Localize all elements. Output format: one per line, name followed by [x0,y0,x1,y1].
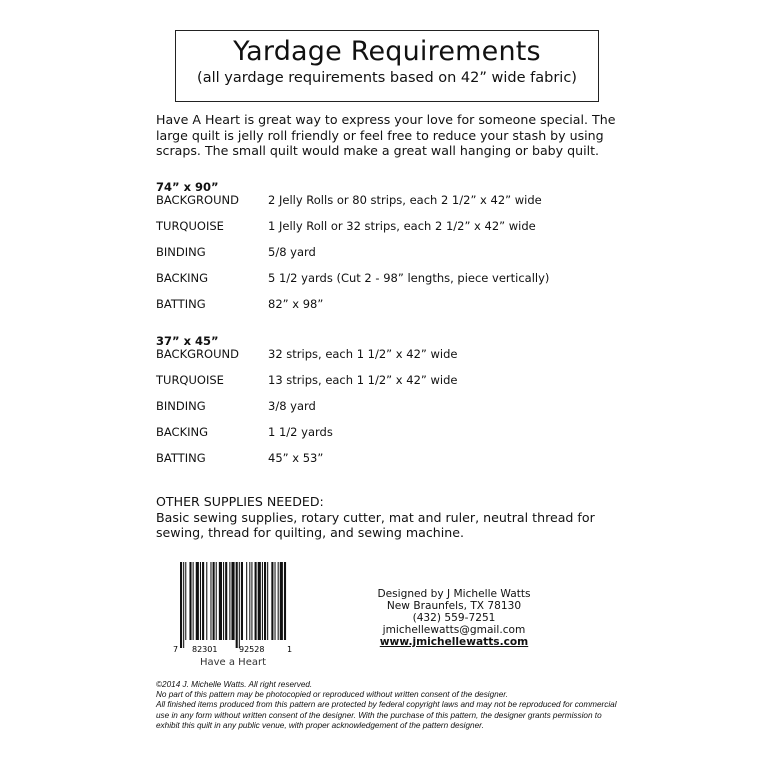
requirement-row [156,246,626,272]
requirement-value: 32 strips, each 1 1/2” x 42” wide [268,347,458,361]
requirement-value: 5 1/2 yards (Cut 2 - 98” lengths, piece vertically) [268,271,550,285]
designer-location: New Braunfels, TX 78130 [386,600,522,612]
barcode-bar [225,562,227,640]
requirement-label: TURQUOISE [156,373,224,387]
requirement-label: BACKGROUND [156,193,239,207]
barcode-bar [264,562,266,640]
requirement-label: BATTING [156,297,206,311]
barcode-bar [284,562,286,640]
designer-name: Designed by J Michelle Watts [377,588,531,600]
size-section-large [156,181,626,324]
barcode-bar [258,562,261,640]
size-label: 74” x 90” [156,180,219,194]
designer-info [372,588,536,648]
page-subtitle: (all yardage requirements based on 42” wide fabric) [197,70,577,86]
barcode-digits-group-1: 82301 [192,645,218,654]
requirement-row [156,452,626,478]
barcode-bar [206,562,207,640]
barcode-bar [280,562,283,640]
barcode-bar [278,562,279,640]
requirement-value: 82” x 98” [268,297,324,311]
requirement-label: TURQUOISE [156,219,224,233]
barcode-bar [183,562,184,648]
barcode-bar [236,562,238,648]
designer-website-link[interactable]: www.jmichellewatts.com [379,636,529,648]
requirement-value: 45” x 53” [268,451,324,465]
barcode-graphic [170,560,296,656]
barcode-digit-left: 7 [173,645,179,654]
supplies-heading: OTHER SUPPLIES NEEDED: [156,494,324,509]
supplies-text: Basic sewing supplies, rotary cutter, mat and ruler, neutral thread for sewing, thread for quilting, and sewing machine. [156,509,595,540]
barcode-bar [249,562,250,640]
barcode-bar [229,562,230,640]
requirement-value: 2 Jelly Rolls or 80 strips, each 2 1/2” x 42” wide [268,193,542,207]
intro-paragraph: Have A Heart is great way to express your love for someone special. The large quilt is jelly roll friendly or feel free to reduce your stash by using scraps. The small quilt would make a great wall hanging or baby quilt. [156,112,616,158]
barcode-bar [255,562,257,640]
requirement-row [156,374,626,400]
requirement-row [156,194,626,220]
requirement-label: BACKING [156,425,209,439]
title-box [175,30,599,102]
requirement-value: 5/8 yard [268,245,316,259]
barcode-bar [271,562,273,640]
copyright-line: All finished items produced from this pattern are protected by federal copyright laws and may not be reproduced for commercial use in any form without written consent of the designer. With the purchase of this pattern, the designer grants permission to exhibit this quilt in any public venue, with proper acknowledgement of the pattern designer. [156,700,617,730]
barcode-bar [213,562,215,640]
requirement-row [156,426,626,452]
barcode-bar [200,562,201,640]
barcode-bar [196,562,199,640]
requirement-label: BINDING [156,399,206,413]
size-section-small [156,335,626,478]
barcode-bar [223,562,224,640]
requirement-row [156,272,626,298]
requirement-value: 13 strips, each 1 1/2” x 42” wide [268,373,458,387]
barcode-bar [275,562,276,640]
barcode-bar [231,562,234,640]
requirement-label: BATTING [156,451,206,465]
designer-phone: (432) 559-7251 [412,612,496,624]
barcode [170,560,296,670]
barcode-bar [241,562,243,640]
barcode-bar [216,562,217,640]
barcode-bar [267,562,268,640]
page-title: Yardage Requirements [233,36,541,67]
barcode-bar [219,562,222,640]
barcode-bar [251,562,252,640]
barcode-bar [189,562,191,640]
barcode-digits-group-2: 92528 [239,645,265,654]
requirement-value: 3/8 yard [268,399,316,413]
designer-email: jmichellewatts@gmail.com [382,624,526,636]
requirement-label: BACKGROUND [156,347,239,361]
requirement-value: 1 1/2 yards [268,425,333,439]
requirement-label: BACKING [156,271,209,285]
barcode-bar [262,562,263,640]
barcode-bar [202,562,204,640]
requirement-row [156,348,626,374]
other-supplies [156,494,616,541]
requirement-row [156,220,626,246]
barcode-bar [210,562,211,640]
size-label: 37” x 45” [156,334,219,348]
requirement-label: BINDING [156,245,206,259]
copyright-line: No part of this pattern may be photocopied or reproduced without written consent of the designer. [156,690,508,700]
barcode-bar [193,562,194,640]
copyright-line: ©2014 J. Michelle Watts. All right reserved. [156,680,313,689]
barcode-bar [246,562,247,640]
copyright-notice [156,680,618,731]
barcode-bar [180,562,182,648]
barcode-bar [239,562,240,648]
barcode-caption: Have a Heart [199,657,267,668]
requirement-row [156,298,626,324]
barcode-bar [185,562,186,640]
requirement-value: 1 Jelly Roll or 32 strips, each 2 1/2” x 42” wide [268,219,536,233]
barcode-digit-right: 1 [287,645,293,654]
requirement-row [156,400,626,426]
